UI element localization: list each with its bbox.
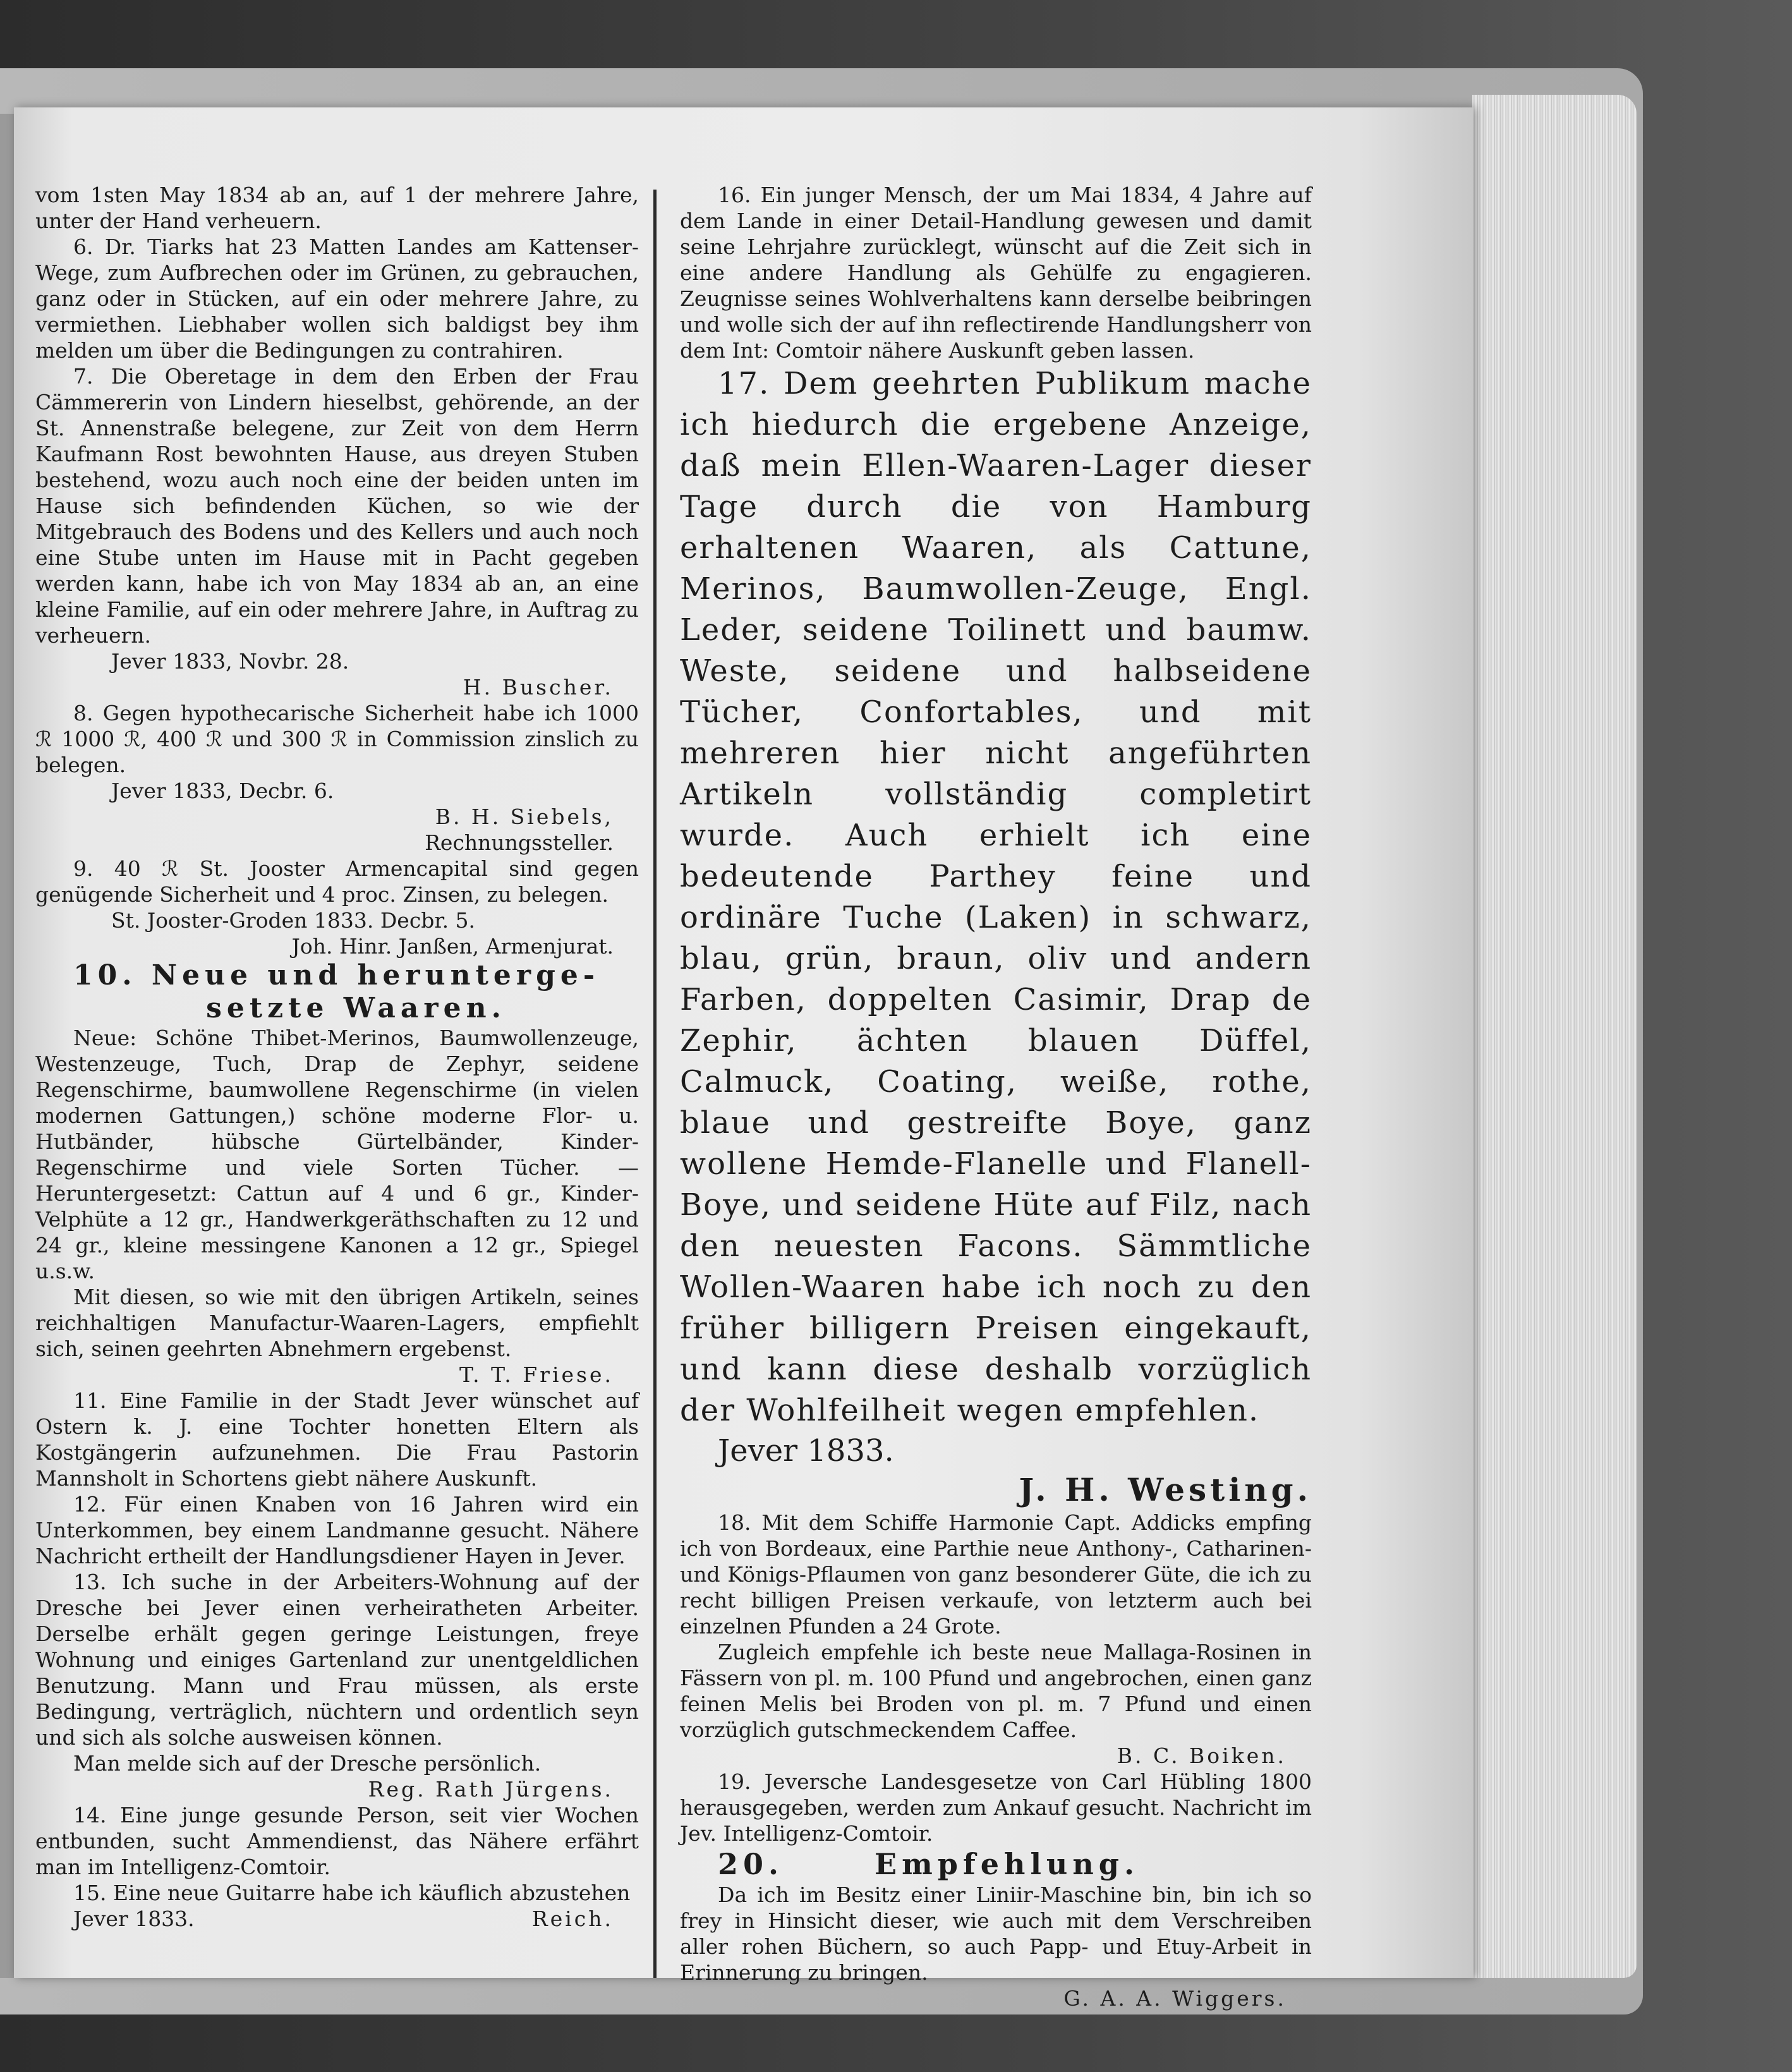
notice-9: 9. 40 ℛ St. Jooster Armencapital sind gegen genügende Sicherheit und 4 proc. Zinsen, zu belegen. <box>35 856 639 907</box>
notice-intro: vom 1sten May 1834 ab an, auf 1 der mehrere Jahre, unter der Hand verheuern. <box>35 183 639 233</box>
notice-10b: Mit diesen, so wie mit den übrigen Artikeln, seines reichhaltigen Manufactur-Waaren-Lagers, empfiehlt sich, seinen geehrten Abnehmern ergebenst. <box>35 1285 639 1361</box>
notice-8-signature-title: Rechnungssteller. <box>425 830 614 855</box>
notice-20-heading <box>680 1846 1312 1882</box>
notice-13b: Man melde sich auf der Dresche persönlich. <box>73 1751 542 1776</box>
notice-18-signature: B. C. Boiken. <box>1117 1743 1286 1768</box>
notice-6: 6. Dr. Tiarks hat 23 Matten Landes am Kattenser-Wege, zum Aufbrechen oder im Grünen, zu gebrauchen, ganz oder in Stücken, auf ein oder mehrere Jahre, zu vermiethen. Liebhaber wollen sich baldigst bey ihm melden um über die Bedingungen zu contrahiren. <box>35 234 639 363</box>
right-column <box>680 182 1312 2011</box>
notice-17-date: Jever 1833. <box>718 1433 894 1469</box>
notice-10-heading: 10. Neue und herunterge- <box>73 959 600 991</box>
notice-15: 15. Eine neue Guitarre habe ich käuflich abzustehen <box>73 1881 631 1905</box>
notice-16: 16. Ein junger Mensch, der um Mai 1834, 4 Jahre auf dem Lande in einer Detail-Handlung gewesen und damit seine Lehrjahre zurücklegt, wünscht auf die Zeit sich in eine andere Handlung als Gehülfe zu engagieren. Zeugnisse seines Wohlverhaltens kann derselbe beibringen und wolle sich der auf ihn reflectirende Handlungsherr von dem Int: Comtoir nähere Auskunft geben lassen. <box>680 183 1312 363</box>
notice-7: 7. Die Oberetage in dem den Erben der Frau Cämmererin von Lindern hieselbst, gehörende, an der St. Annenstraße belegene, zur Zeit von dem Herrn Kaufmann Rost bewohnten Hause, aus dreyen Stuben bestehend, wozu auch noch eine der beiden unten im Hause sich befindenden Küchen, so wie der Mitgebrauch des Bodens und des Kellers und auch noch eine Stube unten im Hause mit in Pacht gegeben werden kann, habe ich von May 1834 ab an, an eine kleine Familie, auf ein oder mehrere Jahre, in Auftrag zu verheuern. <box>35 364 639 648</box>
notice-13: 13. Ich suche in der Arbeiters-Wohnung auf der Dresche bei Jever einen verheiratheten Arbeiter. Derselbe erhält gegen geringe Leistungen, freye Wohnung und einiges Gartenland zur unentgeldlichen Benutzung. Mann und Frau müssen, als erste Bedingung, verträglich, nüchtern und ordentlich seyn und sich als solche ausweisen können. <box>35 1570 639 1750</box>
facing-page-edge <box>0 114 14 1978</box>
notice-8-signature: B. H. Siebels, <box>435 804 614 829</box>
column-rule <box>653 190 657 1978</box>
notice-14: 14. Eine junge gesunde Person, seit vier Wochen entbunden, sucht Ammendienst, das Nähere erfährt man im Intelligenz-Comtoir. <box>35 1803 639 1879</box>
notice-15-signature: Reich. <box>531 1906 614 1931</box>
notice-7-date: Jever 1833, Novbr. 28. <box>111 649 349 674</box>
notice-20: Da ich im Besitz einer Liniir-Maschine bin, bin ich so frey in Hinsicht dieser, wie auch mit dem Verschreiben aller rohen Büchern, so auch Papp- und Etuy-Arbeit in Erinnerung zu bringen. <box>680 1882 1312 1985</box>
notice-15-date: Jever 1833. <box>73 1906 195 1931</box>
notice-9-date: St. Jooster-Groden 1833. Decbr. 5. <box>111 908 476 933</box>
notice-20-signature: G. A. A. Wiggers. <box>1063 1986 1286 2011</box>
notice-17-signature: J. H. Westing. <box>1019 1471 1312 1508</box>
notice-13-signature: Reg. Rath Jürgens. <box>368 1777 614 1802</box>
notice-17: 17. Dem geehrten Publikum mache ich hiedurch die ergebene Anzeige, daß mein Ellen-Waaren-Lager dieser Tage durch die von Hamburg erhaltenen Waaren, als Cattune, Merinos, Baumwollen-Zeuge, Engl. Leder, seidene Toilinett und baumw. Weste, seidene und halbseidene Tücher, Confortables, und mit mehreren hier nicht angeführten Artikeln vollständig completirt wurde. Auch erhielt ich eine bedeutende Parthey feine und ordinäre Tuche (Laken) in schwarz, blau, grün, braun, oliv und andern Farben, doppelten Casimir, Drap de Zephir, ächten blauen Düffel, Calmuck, Coating, weiße, rothe, blaue und gestreifte Boye, ganz wollene Hemde-Flanelle und Flanell-Boye, und seidene Hüte auf Filz, nach den neuesten Facons. Sämmtliche Wollen-Waaren habe ich noch zu den früher billigern Preisen eingekauft, und kann diese deshalb vorzüglich der Wohlfeilheit wegen empfehlen. <box>680 366 1312 1428</box>
notice-18b: Zugleich empfehle ich beste neue Mallaga-Rosinen in Fässern von pl. m. 100 Pfund und angebrochen, einen ganz feinen Melis bei Broden von pl. m. 7 Pfund und einen vorzüglich gutschmeckendem Caffee. <box>680 1640 1312 1742</box>
notice-7-signature: H. Buscher. <box>463 675 614 700</box>
notice-8: 8. Gegen hypothecarische Sicherheit habe ich 1000 ℛ 1000 ℛ, 400 ℛ und 300 ℛ in Commission zinslich zu belegen. <box>35 701 639 777</box>
notice-20-title: Empfehlung. <box>875 1847 1139 1881</box>
notice-9-signature: Joh. Hinr. Janßen, Armenjurat. <box>291 934 614 959</box>
notice-19: 19. Jeversche Landesgesetze von Carl Hübling 1800 herausgegeben, werden zum Ankauf gesucht. Nachricht im Jev. Intelligenz-Comtoir. <box>680 1769 1312 1846</box>
notice-10-signature: T. T. Friese. <box>459 1362 614 1387</box>
notice-12: 12. Für einen Knaben von 16 Jahren wird ein Unterkommen, bey einem Landmanne gesucht. Nähere Nachricht ertheilt der Handlungsdiener Hayen in Jever. <box>35 1492 639 1568</box>
notice-10: Neue: Schöne Thibet-Merinos, Baumwollenzeuge, Westenzeuge, Tuch, Drap de Zephyr, seidene Regenschirme, baumwollene Regenschirme (in vielen modernen Gattungen,) schöne moderne Flor- u. Hutbänder, hübsche Gürtelbänder, Kinder-Regenschirme und viele Sorten Tücher. — Heruntergesetzt: Cattun auf 4 und 6 gr., Kinder-Velphüte a 12 gr., Handwerkgeräthschaften zu 12 und 24 gr., kleine messingene Kanonen a 12 gr., Spiegel u.s.w. <box>35 1026 639 1283</box>
left-column <box>35 182 639 1932</box>
notice-15-footer <box>35 1906 639 1932</box>
notice-20-number: 20. <box>718 1847 784 1881</box>
notice-18: 18. Mit dem Schiffe Harmonie Capt. Addicks empfing ich von Bordeaux, eine Parthie neue Anthony-, Catharinen- und Königs-Pflaumen von ganz besonderer Güte, die ich zu recht billigen Preisen verkaufe, von letzterm auch bei einzelnen Pfunden a 24 Grote. <box>680 1510 1312 1639</box>
newspaper-page <box>14 107 1474 2011</box>
notice-11: 11. Eine Familie in der Stadt Jever wünschet auf Ostern k. J. eine Tochter honetten Eltern als Kostgängerin aufzunehmen. Die Frau Pastorin Mannsholt in Schortens giebt nähere Auskunft. <box>35 1388 639 1491</box>
page-edges <box>1472 95 1637 1978</box>
notice-10-heading-line2: setzte Waaren. <box>206 992 506 1024</box>
notice-8-date: Jever 1833, Decbr. 6. <box>111 779 334 803</box>
